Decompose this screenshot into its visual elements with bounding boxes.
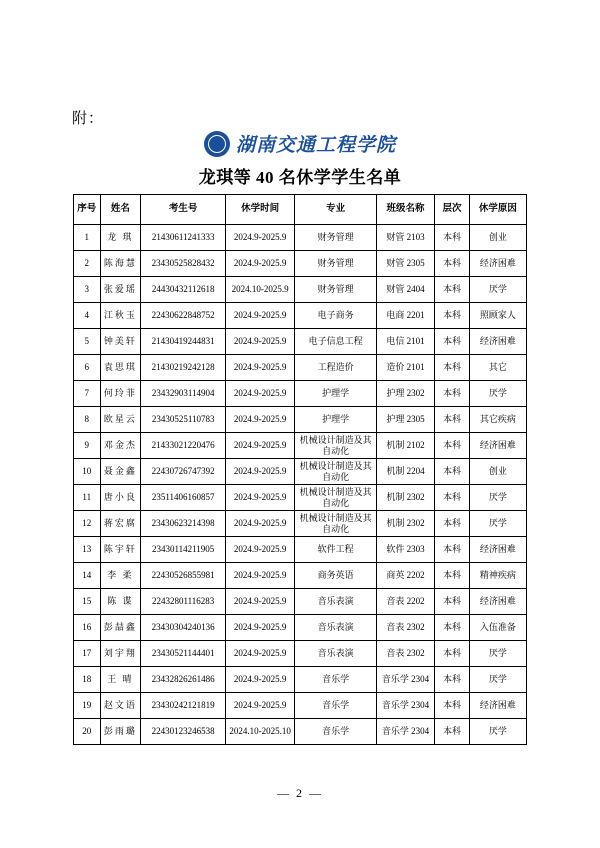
table-row bbox=[74, 303, 527, 329]
cell-major: 电子商务 bbox=[295, 303, 377, 329]
cell-class-name: 音表 2302 bbox=[376, 615, 434, 641]
table-row bbox=[74, 589, 527, 615]
cell-exam-id: 22430123246538 bbox=[141, 719, 226, 745]
column-header-class: 班级名称 bbox=[376, 195, 434, 225]
cell-major: 工程造价 bbox=[295, 355, 377, 381]
cell-class-name: 护理 2305 bbox=[376, 407, 434, 433]
cell-index: 18 bbox=[74, 667, 101, 693]
cell-exam-id: 21433021220476 bbox=[141, 433, 226, 459]
cell-major: 机械设计制造及其自动化 bbox=[295, 511, 377, 537]
cell-class-name: 电信 2101 bbox=[376, 329, 434, 355]
column-header-major: 专业 bbox=[295, 195, 377, 225]
cell-index: 8 bbox=[74, 407, 101, 433]
cell-index: 20 bbox=[74, 719, 101, 745]
cell-student-name: 钟美轩 bbox=[100, 329, 141, 355]
cell-class-name: 财管 2103 bbox=[376, 225, 434, 251]
cell-leave-period: 2024.9-2025.9 bbox=[225, 615, 294, 641]
table-row bbox=[74, 511, 527, 537]
table-row bbox=[74, 485, 527, 511]
cell-reason: 厌学 bbox=[469, 641, 526, 667]
page-number: — 2 — bbox=[277, 786, 323, 800]
cell-index: 3 bbox=[74, 277, 101, 303]
page-title: 龙琪等 40 名休学学生名单 bbox=[198, 168, 402, 187]
cell-leave-period: 2024.9-2025.9 bbox=[225, 667, 294, 693]
cell-level: 本科 bbox=[435, 511, 470, 537]
cell-index: 19 bbox=[74, 693, 101, 719]
cell-exam-id: 22430622848752 bbox=[141, 303, 226, 329]
cell-exam-id: 22432801116283 bbox=[141, 589, 226, 615]
table-header-row bbox=[74, 195, 527, 225]
cell-student-name: 彭雨璐 bbox=[100, 719, 141, 745]
cell-leave-period: 2024.9-2025.9 bbox=[225, 537, 294, 563]
attachment-label: 附： bbox=[72, 111, 105, 127]
cell-student-name: 陈海慧 bbox=[100, 251, 141, 277]
table-row bbox=[74, 459, 527, 485]
cell-level: 本科 bbox=[435, 381, 470, 407]
cell-level: 本科 bbox=[435, 693, 470, 719]
cell-leave-period: 2024.9-2025.9 bbox=[225, 433, 294, 459]
column-header-level: 层次 bbox=[435, 195, 470, 225]
cell-class-name: 机制 2302 bbox=[376, 485, 434, 511]
cell-reason: 经济困难 bbox=[469, 537, 526, 563]
cell-major: 音乐学 bbox=[295, 667, 377, 693]
cell-reason: 厌学 bbox=[469, 381, 526, 407]
column-header-reason: 休学原因 bbox=[469, 195, 526, 225]
cell-leave-period: 2024.9-2025.9 bbox=[225, 329, 294, 355]
cell-exam-id: 23430521144401 bbox=[141, 641, 226, 667]
cell-class-name: 机制 2302 bbox=[376, 511, 434, 537]
cell-level: 本科 bbox=[435, 641, 470, 667]
cell-class-name: 护理 2302 bbox=[376, 381, 434, 407]
cell-reason: 其它 bbox=[469, 355, 526, 381]
table-row bbox=[74, 667, 527, 693]
table-row bbox=[74, 563, 527, 589]
cell-reason: 创业 bbox=[469, 225, 526, 251]
cell-level: 本科 bbox=[435, 667, 470, 693]
table-row bbox=[74, 719, 527, 745]
institution-name: 湖南交通工程学院 bbox=[235, 135, 396, 156]
table-row bbox=[74, 355, 527, 381]
cell-major: 财务管理 bbox=[295, 225, 377, 251]
cell-leave-period: 2024.9-2025.9 bbox=[225, 225, 294, 251]
cell-major: 音乐表演 bbox=[295, 589, 377, 615]
student-roster-table bbox=[73, 194, 527, 745]
cell-class-name: 财管 2305 bbox=[376, 251, 434, 277]
cell-level: 本科 bbox=[435, 537, 470, 563]
cell-index: 5 bbox=[74, 329, 101, 355]
cell-index: 1 bbox=[74, 225, 101, 251]
cell-class-name: 商英 2202 bbox=[376, 563, 434, 589]
cell-index: 6 bbox=[74, 355, 101, 381]
cell-index: 16 bbox=[74, 615, 101, 641]
cell-exam-id: 24430432112618 bbox=[141, 277, 226, 303]
cell-index: 7 bbox=[74, 381, 101, 407]
table-row bbox=[74, 251, 527, 277]
cell-leave-period: 2024.10-2025.9 bbox=[225, 277, 294, 303]
cell-class-name: 电商 2201 bbox=[376, 303, 434, 329]
table-body bbox=[74, 225, 527, 745]
cell-reason: 经济困难 bbox=[469, 329, 526, 355]
cell-index: 9 bbox=[74, 433, 101, 459]
cell-leave-period: 2024.10-2025.10 bbox=[225, 719, 294, 745]
table-row bbox=[74, 693, 527, 719]
table-row bbox=[74, 277, 527, 303]
cell-exam-id: 23430114211905 bbox=[141, 537, 226, 563]
cell-leave-period: 2024.9-2025.9 bbox=[225, 693, 294, 719]
cell-level: 本科 bbox=[435, 225, 470, 251]
cell-exam-id: 23430525110783 bbox=[141, 407, 226, 433]
cell-class-name: 音乐学 2304 bbox=[376, 693, 434, 719]
cell-level: 本科 bbox=[435, 329, 470, 355]
cell-student-name: 聂金鑫 bbox=[100, 459, 141, 485]
cell-student-name: 张爱瑶 bbox=[100, 277, 141, 303]
cell-class-name: 音表 2202 bbox=[376, 589, 434, 615]
cell-level: 本科 bbox=[435, 615, 470, 641]
cell-leave-period: 2024.9-2025.9 bbox=[225, 563, 294, 589]
cell-major: 音乐表演 bbox=[295, 641, 377, 667]
university-emblem-icon bbox=[204, 131, 230, 157]
cell-exam-id: 21430611241333 bbox=[141, 225, 226, 251]
cell-exam-id: 22430526855981 bbox=[141, 563, 226, 589]
cell-index: 10 bbox=[74, 459, 101, 485]
cell-major: 软件工程 bbox=[295, 537, 377, 563]
cell-reason: 其它疾病 bbox=[469, 407, 526, 433]
cell-major: 音乐表演 bbox=[295, 615, 377, 641]
cell-exam-id: 23430304240136 bbox=[141, 615, 226, 641]
cell-student-name: 邓金杰 bbox=[100, 433, 141, 459]
cell-index: 11 bbox=[74, 485, 101, 511]
cell-exam-id: 23430623214398 bbox=[141, 511, 226, 537]
cell-level: 本科 bbox=[435, 407, 470, 433]
table-row bbox=[74, 225, 527, 251]
column-header-leave-period: 休学时间 bbox=[225, 195, 294, 225]
cell-reason: 经济困难 bbox=[469, 589, 526, 615]
column-header-index: 序号 bbox=[74, 195, 101, 225]
cell-exam-id: 23430525828432 bbox=[141, 251, 226, 277]
cell-level: 本科 bbox=[435, 303, 470, 329]
cell-student-name: 龙 琪 bbox=[100, 225, 141, 251]
cell-student-name: 赵文语 bbox=[100, 693, 141, 719]
cell-student-name: 彭喆鑫 bbox=[100, 615, 141, 641]
cell-reason: 精神疾病 bbox=[469, 563, 526, 589]
cell-level: 本科 bbox=[435, 277, 470, 303]
table-row bbox=[74, 537, 527, 563]
cell-major: 商务英语 bbox=[295, 563, 377, 589]
cell-index: 17 bbox=[74, 641, 101, 667]
column-header-exam-id: 考生号 bbox=[141, 195, 226, 225]
cell-class-name: 财管 2404 bbox=[376, 277, 434, 303]
table-row bbox=[74, 641, 527, 667]
cell-class-name: 机制 2102 bbox=[376, 433, 434, 459]
cell-leave-period: 2024.9-2025.9 bbox=[225, 381, 294, 407]
cell-student-name: 刘宇翔 bbox=[100, 641, 141, 667]
cell-reason: 入伍准备 bbox=[469, 615, 526, 641]
cell-level: 本科 bbox=[435, 355, 470, 381]
cell-index: 4 bbox=[74, 303, 101, 329]
cell-leave-period: 2024.9-2025.9 bbox=[225, 459, 294, 485]
cell-reason: 经济困难 bbox=[469, 251, 526, 277]
cell-index: 14 bbox=[74, 563, 101, 589]
cell-student-name: 欧星云 bbox=[100, 407, 141, 433]
cell-level: 本科 bbox=[435, 433, 470, 459]
cell-class-name: 音乐学 2304 bbox=[376, 667, 434, 693]
cell-exam-id: 21430419244831 bbox=[141, 329, 226, 355]
cell-student-name: 王 晴 bbox=[100, 667, 141, 693]
cell-student-name: 何玲菲 bbox=[100, 381, 141, 407]
cell-leave-period: 2024.9-2025.9 bbox=[225, 407, 294, 433]
cell-reason: 创业 bbox=[469, 459, 526, 485]
cell-major: 电子信息工程 bbox=[295, 329, 377, 355]
cell-level: 本科 bbox=[435, 589, 470, 615]
cell-reason: 厌学 bbox=[469, 485, 526, 511]
cell-major: 财务管理 bbox=[295, 251, 377, 277]
cell-leave-period: 2024.9-2025.9 bbox=[225, 303, 294, 329]
cell-major: 财务管理 bbox=[295, 277, 377, 303]
cell-level: 本科 bbox=[435, 719, 470, 745]
column-header-name: 姓名 bbox=[100, 195, 141, 225]
cell-student-name: 陈宇轩 bbox=[100, 537, 141, 563]
table-row bbox=[74, 433, 527, 459]
cell-exam-id: 22430726747392 bbox=[141, 459, 226, 485]
cell-leave-period: 2024.9-2025.9 bbox=[225, 589, 294, 615]
cell-level: 本科 bbox=[435, 251, 470, 277]
cell-major: 护理学 bbox=[295, 407, 377, 433]
cell-student-name: 蒋宏腐 bbox=[100, 511, 141, 537]
cell-class-name: 软件 2303 bbox=[376, 537, 434, 563]
cell-reason: 经济困难 bbox=[469, 433, 526, 459]
cell-leave-period: 2024.9-2025.9 bbox=[225, 355, 294, 381]
cell-exam-id: 23511406160857 bbox=[141, 485, 226, 511]
institution-logo bbox=[0, 130, 600, 157]
cell-major: 护理学 bbox=[295, 381, 377, 407]
cell-major: 音乐学 bbox=[295, 693, 377, 719]
cell-class-name: 机制 2204 bbox=[376, 459, 434, 485]
cell-major: 机械设计制造及其自动化 bbox=[295, 459, 377, 485]
cell-exam-id: 23430242121819 bbox=[141, 693, 226, 719]
cell-exam-id: 23432826261486 bbox=[141, 667, 226, 693]
cell-reason: 厌学 bbox=[469, 277, 526, 303]
cell-reason: 厌学 bbox=[469, 511, 526, 537]
cell-leave-period: 2024.9-2025.9 bbox=[225, 511, 294, 537]
cell-leave-period: 2024.9-2025.9 bbox=[225, 641, 294, 667]
cell-exam-id: 21430219242128 bbox=[141, 355, 226, 381]
cell-reason: 照顾家人 bbox=[469, 303, 526, 329]
cell-major: 机械设计制造及其自动化 bbox=[295, 485, 377, 511]
cell-index: 13 bbox=[74, 537, 101, 563]
cell-leave-period: 2024.9-2025.9 bbox=[225, 485, 294, 511]
cell-reason: 经济困难 bbox=[469, 693, 526, 719]
cell-level: 本科 bbox=[435, 459, 470, 485]
cell-class-name: 造价 2101 bbox=[376, 355, 434, 381]
table-row bbox=[74, 381, 527, 407]
cell-class-name: 音乐学 2304 bbox=[376, 719, 434, 745]
cell-index: 15 bbox=[74, 589, 101, 615]
cell-index: 12 bbox=[74, 511, 101, 537]
cell-major: 机械设计制造及其自动化 bbox=[295, 433, 377, 459]
cell-class-name: 音表 2302 bbox=[376, 641, 434, 667]
cell-student-name: 陈 谍 bbox=[100, 589, 141, 615]
cell-leave-period: 2024.9-2025.9 bbox=[225, 251, 294, 277]
cell-major: 音乐学 bbox=[295, 719, 377, 745]
cell-student-name: 江秋玉 bbox=[100, 303, 141, 329]
cell-student-name: 袁思琪 bbox=[100, 355, 141, 381]
table-row bbox=[74, 329, 527, 355]
cell-level: 本科 bbox=[435, 563, 470, 589]
table-row bbox=[74, 615, 527, 641]
cell-reason: 厌学 bbox=[469, 667, 526, 693]
cell-student-name: 李 柔 bbox=[100, 563, 141, 589]
cell-exam-id: 23432903114904 bbox=[141, 381, 226, 407]
cell-reason: 厌学 bbox=[469, 719, 526, 745]
cell-index: 2 bbox=[74, 251, 101, 277]
cell-student-name: 唐小良 bbox=[100, 485, 141, 511]
table-row bbox=[74, 407, 527, 433]
cell-level: 本科 bbox=[435, 485, 470, 511]
